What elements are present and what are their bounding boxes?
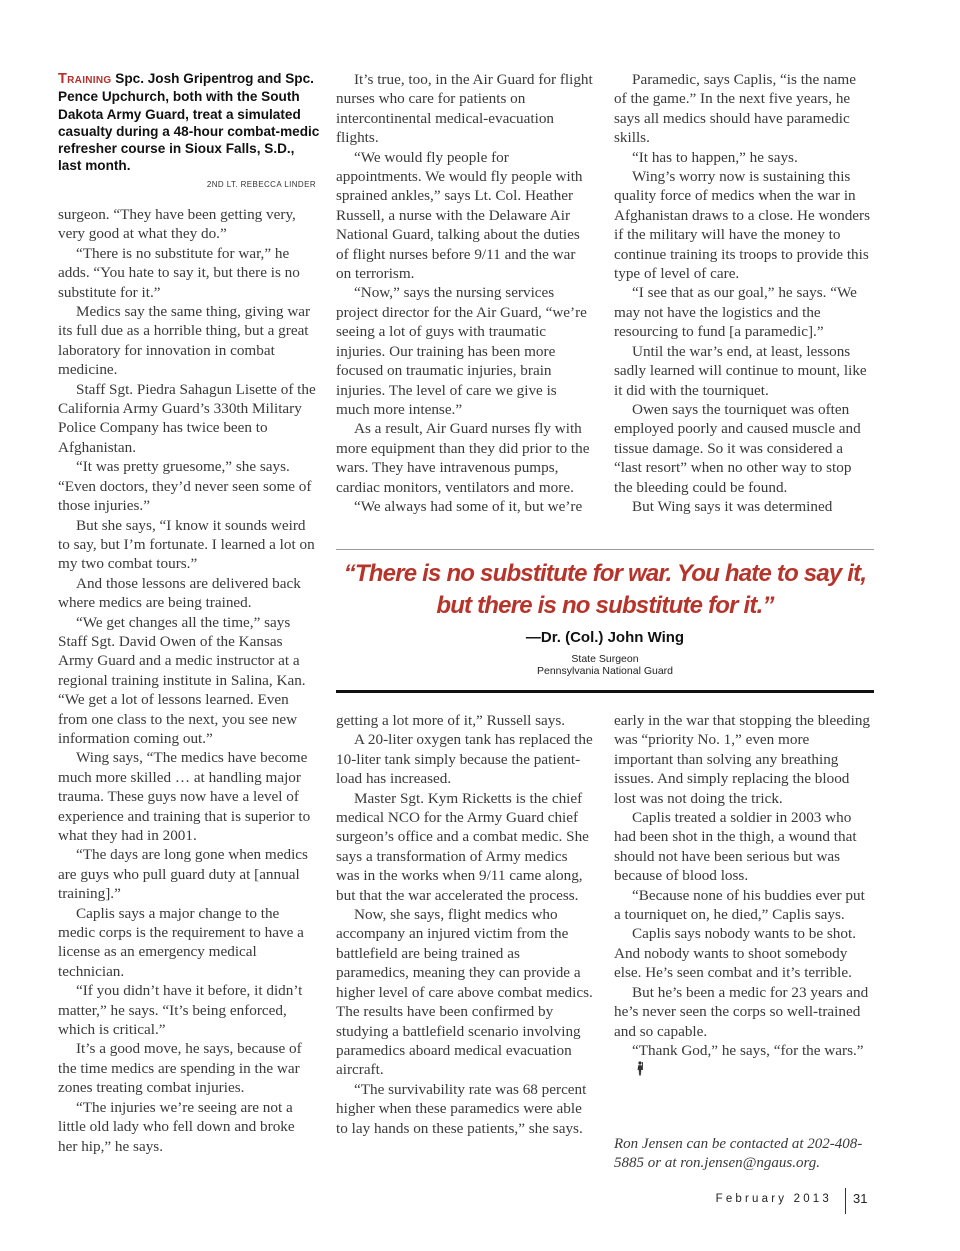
paragraph: “We get changes all the time,” says Staff Sgt. David Owen of the Kansas Army Guard and a medic instructor at a regional training institute in Salina, Kan. “We get a lot of lessons learned. Even from one class to the next, you see new information coming out.” — [58, 613, 306, 747]
paragraph: “The survivability rate was 68 percent higher when these paramedics were able to lay hands on these patients,” she says. — [336, 1080, 587, 1137]
column-2-bottom — [336, 711, 594, 1138]
paragraph: “Because none of his buddies ever put a tourniquet on, he died,” Caplis says. — [614, 886, 865, 924]
paragraph: Wing’s worry now is sustaining this quality force of medics when the war in Afghanistan draws to a close. He wonders if the military will have the money to continue training its troops to provide this type of level of care. — [614, 168, 871, 283]
paragraph: It’s a good move, he says, because of the time medics are spending in the war zones treating combat injuries. — [58, 1040, 302, 1097]
paragraph: “It has to happen,” he says. — [632, 148, 798, 166]
column-1 — [58, 205, 316, 1156]
caption-text: Spc. Josh Gripentrog and Spc. Pence Upchurch, both with the South Dakota Army Guard, treat a simulated casualty during a 48-hour combat-medic refresher course in Sioux Falls, S.D., last month. — [58, 71, 320, 174]
paragraph: early in the war that stopping the bleeding was “priority No. 1,” even more important than solving any breathing issues. And simply replacing the blood lost was not doing the trick. — [614, 712, 871, 807]
author-contact: Ron Jensen can be contacted at 202-408-5885 or at ron.jensen@ngaus.org. — [614, 1136, 863, 1172]
pullquote-top-rule — [336, 549, 874, 550]
pullquote-line-1: “There is no substitute for war. You hate to say it, — [343, 560, 867, 587]
pullquote-line-2: but there is no substitute for it.” — [436, 592, 774, 619]
paragraph: But she says, “I know it sounds weird to say, but I’m fortunate. I learned a lot on my two combat tours.” — [58, 516, 315, 573]
page-number: 31 — [853, 1191, 868, 1206]
paragraph: surgeon. “They have been getting very, very good at what they do.” — [58, 206, 296, 243]
paragraph — [614, 1041, 872, 1080]
issue-month: February 2013 — [715, 1193, 832, 1205]
pullquote-attribution: —Dr. (Col.) John Wing — [525, 629, 685, 646]
paragraph: “Now,” says the nursing services project director for the Air Guard, “we’re seeing a lot of guys with traumatic injuries. Our training has been more focused on traumatic injuries, brain injuries. The level of care we give is much more intense.” — [336, 284, 587, 418]
paragraph-text: “Thank God,” he says, “for the wars.” — [632, 1041, 864, 1059]
column-3-bottom — [614, 711, 872, 1080]
pull-quote — [336, 558, 874, 622]
paragraph: But Wing says it was determined — [632, 497, 833, 515]
photo-caption — [58, 70, 320, 175]
paragraph: As a result, Air Guard nurses fly with more equipment than they did prior to the wars. They have intravenous pumps, cardiac monitors, ventilators and more. — [336, 420, 590, 496]
paragraph: Until the war’s end, at least, lessons sadly learned will continue to mount, like it did with the tourniquet. — [614, 342, 867, 399]
paragraph: Wing says, “The medics have become much more skilled … at handling major trauma. These guys now have a level of experience and training that is superior to what they had in 2001. — [58, 749, 311, 844]
folio-divider — [845, 1188, 846, 1214]
paragraph: It’s true, too, in the Air Guard for flight nurses who care for patients on intercontinental medical-evacuation flights. — [336, 71, 593, 147]
paragraph: Caplis treated a soldier in 2003 who had been shot in the thigh, a wound that should not have been serious but was because of blood loss. — [614, 809, 857, 885]
paragraph: A 20-liter oxygen tank has replaced the 10-liter tank simply because the patient-load has increased. — [336, 731, 593, 788]
paragraph: getting a lot more of it,” Russell says. — [336, 712, 566, 729]
paragraph: Paramedic, says Caplis, “is the name of the game.” In the next five years, he says all medics should have paramedic skills. — [614, 71, 856, 147]
paragraph: “If you didn’t have it before, it didn’t matter,” he says. “It’s being enforced, which is critical.” — [58, 982, 303, 1039]
paragraph: Caplis says nobody wants to be shot. And nobody wants to shoot somebody else. He’s seen combat and it’s terrible. — [614, 925, 857, 982]
pullquote-role-line-2: Pennsylvania National Guard — [537, 665, 673, 677]
photo-credit: 2ND LT. REBECCA LINDER — [206, 180, 316, 189]
paragraph: Staff Sgt. Piedra Sahagun Lisette of the California Army Guard’s 330th Military Police Company has twice been to Afghanistan. — [58, 380, 316, 456]
pullquote-bottom-rule — [336, 690, 874, 693]
paragraph: “We always had some of it, but we’re — [354, 497, 583, 515]
paragraph: “The days are long gone when medics are guys who pull guard duty at [annual training].” — [58, 846, 308, 903]
paragraph: Medics say the same thing, giving war its full due as a horrible thing, but a great laboratory for innovation in combat medicine. — [58, 303, 311, 379]
paragraph: And those lessons are delivered back where medics are being trained. — [58, 574, 301, 612]
paragraph: Caplis says a major change to the medic corps is the requirement to have a license as an emergency medical technician. — [58, 904, 304, 980]
column-3-top — [614, 70, 872, 516]
paragraph: Owen says the tourniquet was often employed poorly and caused muscle and tissue damage. So it was considered a “last resort” when no other way to stop the bleeding could be found. — [614, 400, 861, 496]
caption-kicker: Training — [58, 71, 112, 87]
paragraph: Master Sgt. Kym Ricketts is the chief medical NCO for the Army Guard chief surgeon’s office and a combat medic. She says a transformation of Army medics was in the works when 9/11 came along, but that the war accelerated the process. — [336, 789, 589, 904]
paragraph: “We would fly people for appointments. We would fly people with sprained ankles,” says Lt. Col. Heather Russell, a nurse with the Delaware Air National Guard, talking about the duties of flight nurses before 9/11 and the war on terrorism. — [336, 148, 583, 283]
paragraph: “The injuries we’re seeing are not a little old lady who fell down and broke her hip,” he says. — [58, 1098, 295, 1155]
paragraph: “I see that as our goal,” he says. “We may not have the logistics and the resourcing to fund [a paramedic].” — [614, 284, 857, 341]
pullquote-role — [336, 653, 874, 677]
soldier-end-mark-icon — [618, 1061, 626, 1076]
paragraph: “There is no substitute for war,” he adds. “You hate to say it, but there is no substitute for it.” — [58, 244, 300, 301]
pullquote-role-line-1: State Surgeon — [571, 653, 639, 665]
column-2-top — [336, 70, 594, 516]
paragraph: “It was pretty gruesome,” she says. “Even doctors, they’d never seen some of those injuries.” — [58, 458, 312, 515]
paragraph: Now, she says, flight medics who accompany an injured victim from the battlefield are being trained as paramedics, meaning they can provide a higher level of care above combat medics. The results have been confirmed by studying a battlefield scenario involving paramedics aboard medical evacuation aircraft. — [336, 906, 593, 1079]
paragraph: But he’s been a medic for 23 years and he’s never seen the corps so well-trained and so capable. — [614, 983, 869, 1040]
